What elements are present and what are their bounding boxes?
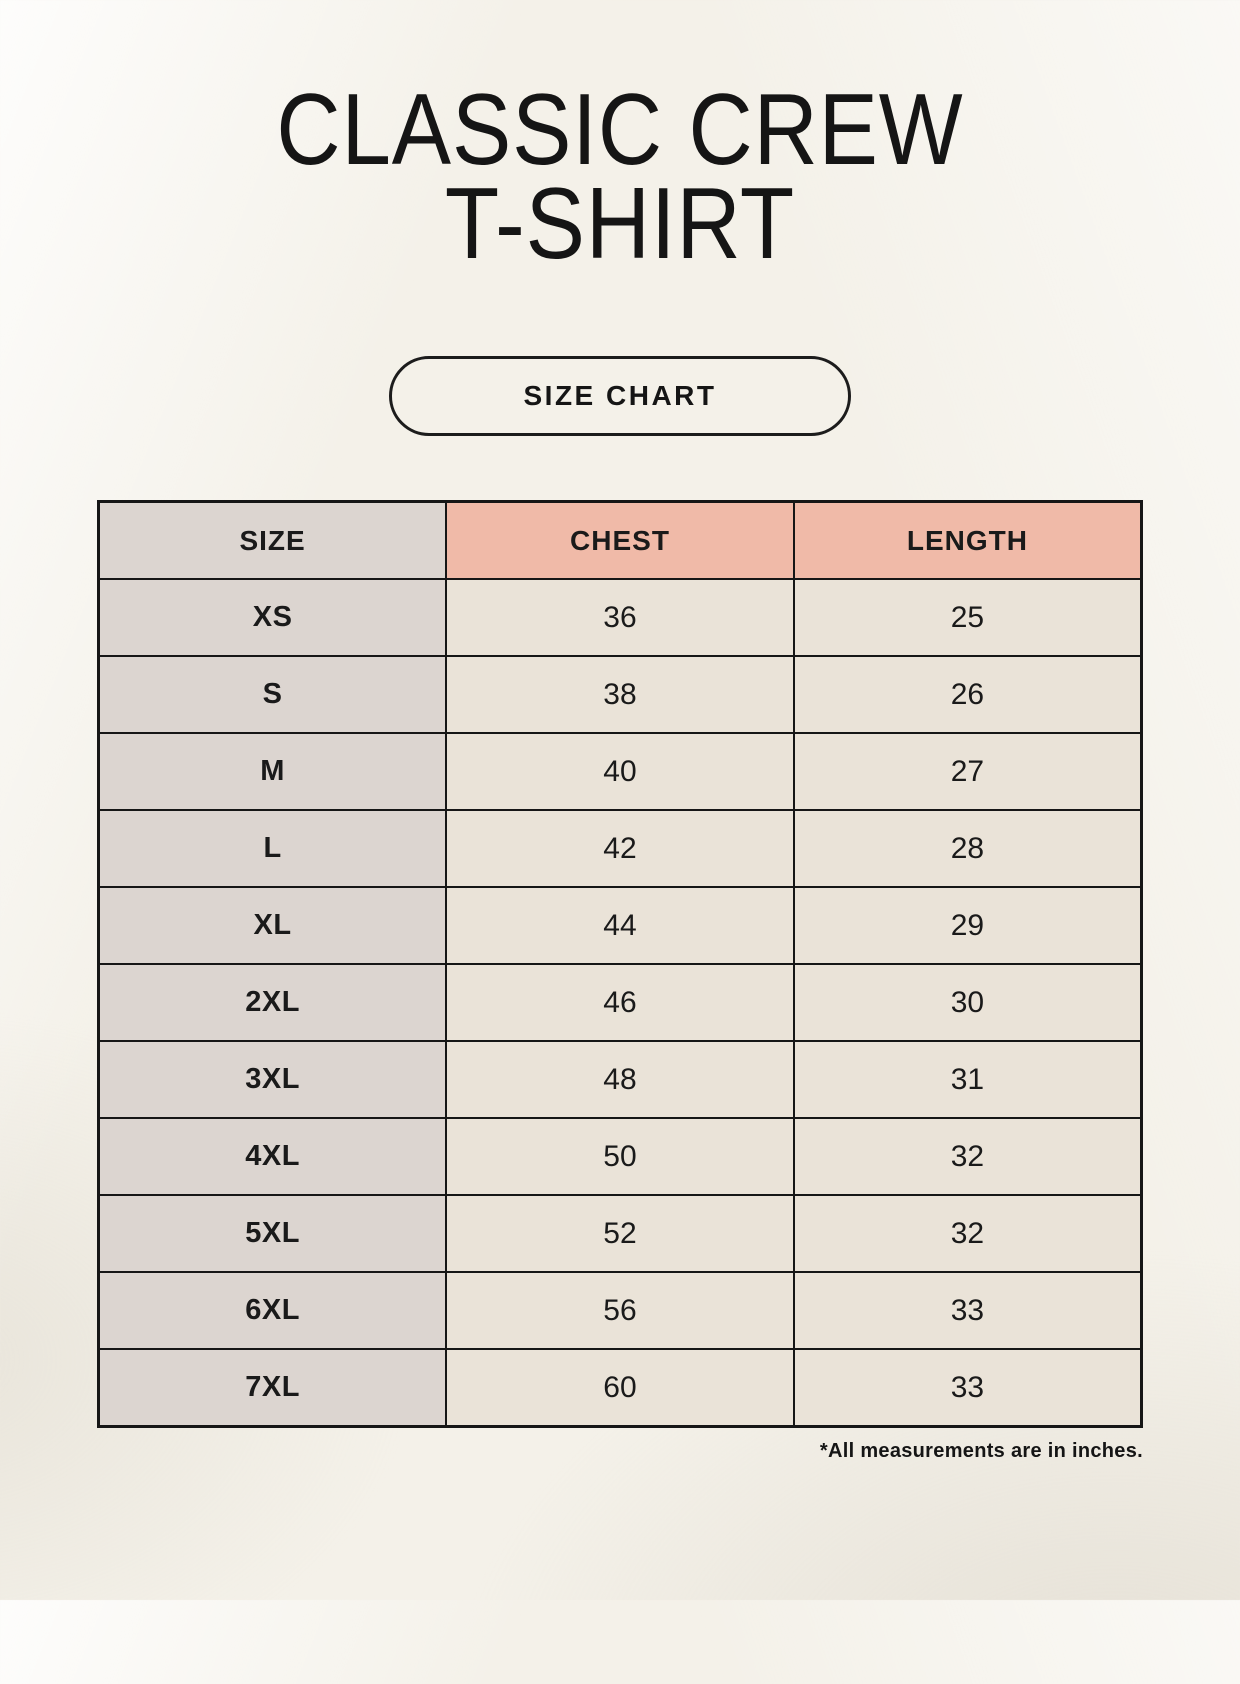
length-cell: 31	[794, 1041, 1142, 1118]
header-length: LENGTH	[794, 501, 1142, 579]
size-cell: 4XL	[99, 1118, 447, 1195]
chest-cell: 46	[446, 964, 794, 1041]
size-chart-page	[0, 74, 1240, 1684]
table-row	[99, 1272, 1142, 1349]
length-cell: 27	[794, 733, 1142, 810]
table-row	[99, 887, 1142, 964]
size-cell: 5XL	[99, 1195, 447, 1272]
size-chart-badge	[389, 356, 851, 436]
length-cell: 32	[794, 1195, 1142, 1272]
table-row	[99, 579, 1142, 656]
page-title-line-2: T-SHIRT	[444, 167, 796, 280]
table-row	[99, 733, 1142, 810]
measurements-footnote: *All measurements are in inches.	[819, 1439, 1143, 1462]
table-row	[99, 810, 1142, 887]
page-title	[74, 74, 1165, 280]
table-row	[99, 964, 1142, 1041]
page-title-line-1: CLASSIC CREW	[276, 74, 964, 186]
length-cell: 33	[794, 1349, 1142, 1426]
length-cell: 32	[794, 1118, 1142, 1195]
size-cell: L	[99, 810, 447, 887]
length-cell: 28	[794, 810, 1142, 887]
chest-cell: 52	[446, 1195, 794, 1272]
chest-cell: 38	[446, 656, 794, 733]
size-cell: 6XL	[99, 1272, 447, 1349]
length-cell: 29	[794, 887, 1142, 964]
size-cell: 3XL	[99, 1041, 447, 1118]
length-cell: 25	[794, 579, 1142, 656]
table-row	[99, 1195, 1142, 1272]
chest-cell: 50	[446, 1118, 794, 1195]
table-header-row	[99, 501, 1142, 579]
chest-cell: 48	[446, 1041, 794, 1118]
table-row	[99, 1041, 1142, 1118]
size-chart-badge-label: SIZE CHART	[523, 379, 717, 411]
chest-cell: 44	[446, 887, 794, 964]
chest-cell: 56	[446, 1272, 794, 1349]
chest-cell: 36	[446, 579, 794, 656]
size-cell: 2XL	[99, 964, 447, 1041]
chest-cell: 42	[446, 810, 794, 887]
size-cell: 7XL	[99, 1349, 447, 1426]
size-cell: M	[99, 733, 447, 810]
header-chest: CHEST	[446, 501, 794, 579]
table-row	[99, 1349, 1142, 1426]
length-cell: 26	[794, 656, 1142, 733]
size-chart-table	[97, 500, 1143, 1428]
length-cell: 33	[794, 1272, 1142, 1349]
header-size: SIZE	[99, 501, 447, 579]
size-cell: S	[99, 656, 447, 733]
size-cell: XS	[99, 579, 447, 656]
chest-cell: 40	[446, 733, 794, 810]
length-cell: 30	[794, 964, 1142, 1041]
table-row	[99, 656, 1142, 733]
chest-cell: 60	[446, 1349, 794, 1426]
size-cell: XL	[99, 887, 447, 964]
table-row	[99, 1118, 1142, 1195]
